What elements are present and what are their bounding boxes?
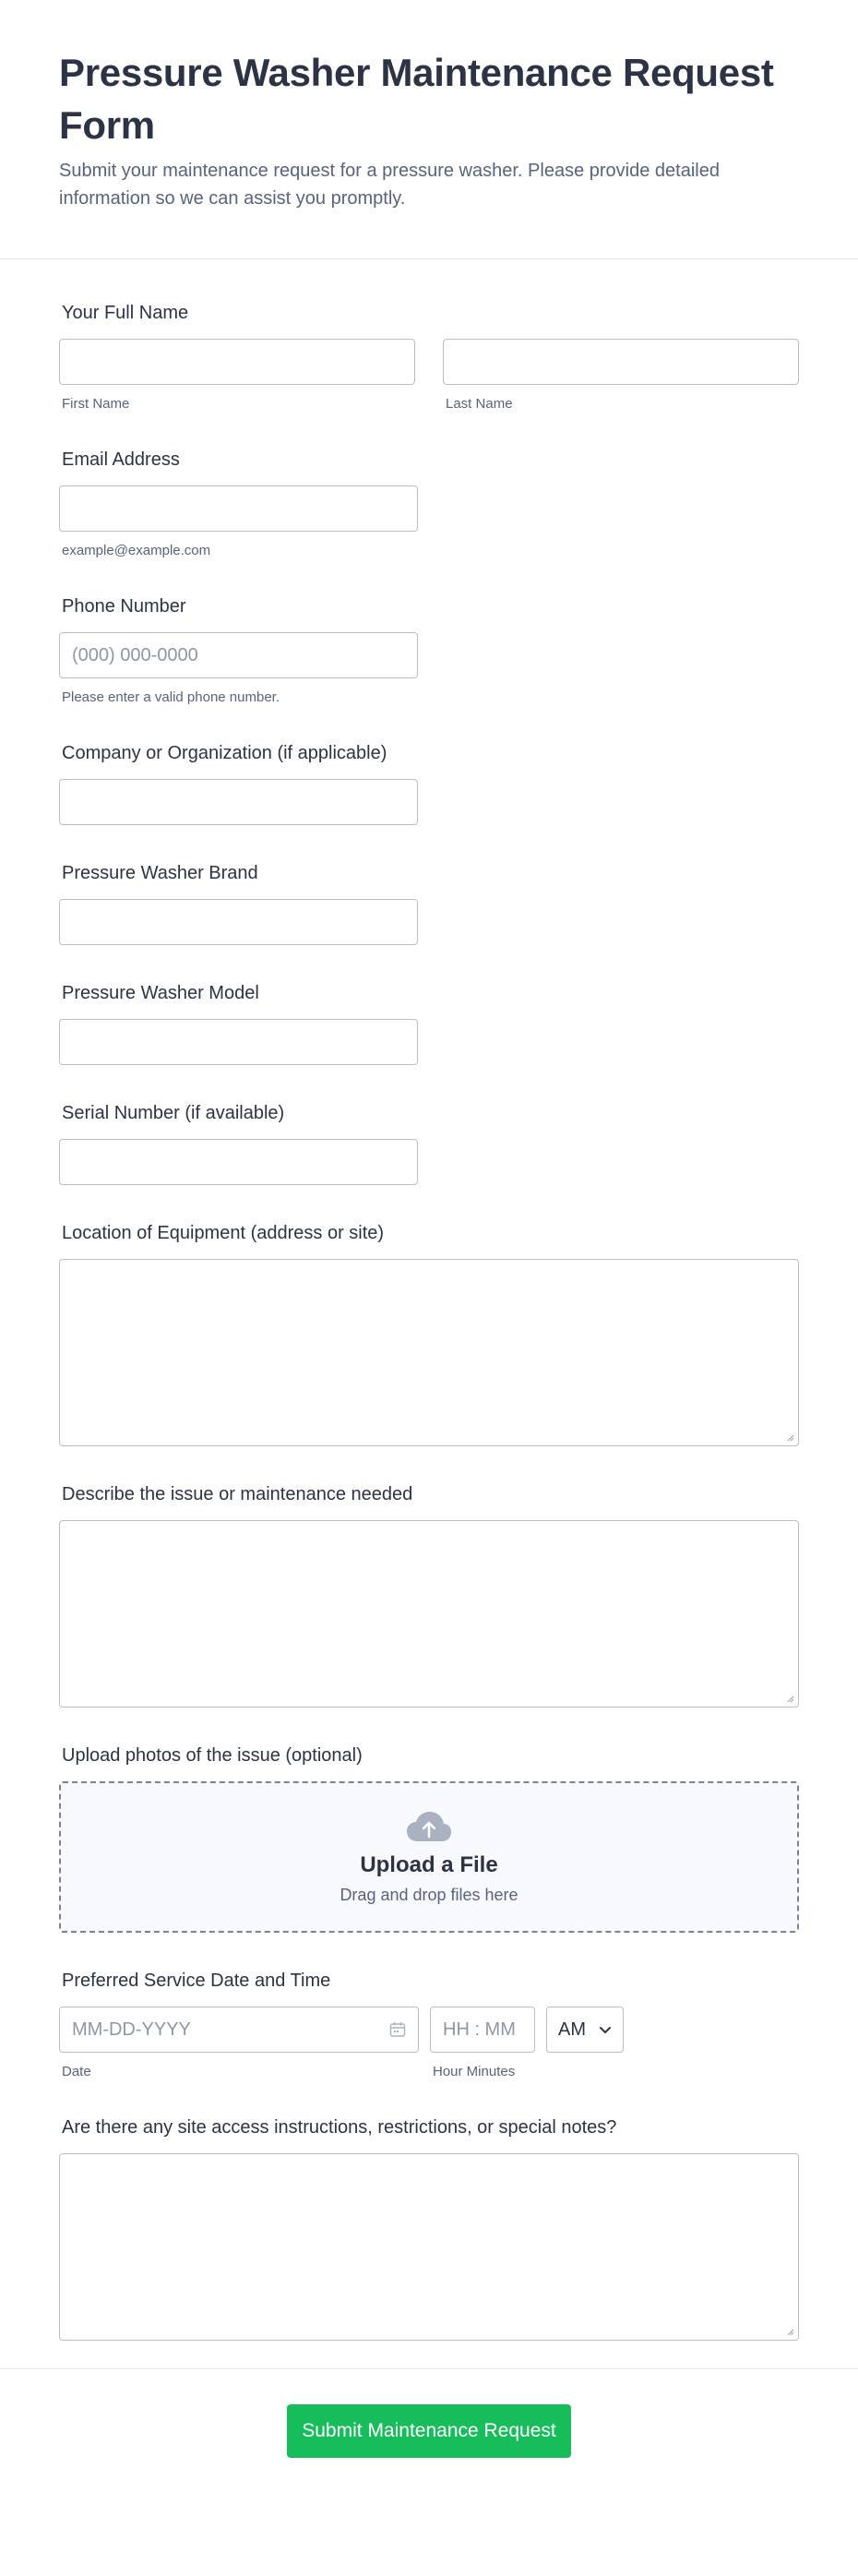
first-name-sublabel: First Name — [62, 396, 130, 412]
page-title: Pressure Washer Maintenance Request Form — [59, 51, 774, 147]
serial-field — [59, 1100, 799, 1185]
notes-textarea[interactable] — [59, 2153, 799, 2341]
full-name-field — [59, 300, 799, 412]
last-name-input[interactable] — [443, 339, 799, 385]
page-subtitle: Submit your maintenance request for a pressure washer. Please provide detailed information so we can assist you promptly. — [59, 161, 720, 209]
company-label: Company or Organization (if applicable) — [62, 743, 387, 763]
brand-label: Pressure Washer Brand — [62, 863, 258, 883]
time-input[interactable]: HH : MM — [430, 2007, 535, 2053]
notes-label: Are there any site access instructions, restrictions, or special notes? — [62, 2117, 617, 2138]
phone-field — [59, 593, 799, 705]
location-textarea[interactable] — [59, 1259, 799, 1446]
form-header — [0, 0, 858, 259]
upload-label: Upload photos of the issue (optional) — [62, 1745, 363, 1766]
email-input[interactable] — [59, 485, 418, 532]
resize-handle-icon[interactable] — [786, 1433, 794, 1442]
email-sublabel: example@example.com — [62, 543, 211, 558]
ampm-value: AM — [558, 2019, 586, 2040]
form-body — [0, 259, 858, 2341]
file-upload-dropzone[interactable] — [59, 1781, 799, 1933]
brand-field — [59, 860, 799, 945]
service-datetime-field — [59, 1968, 799, 2079]
serial-input[interactable] — [59, 1139, 418, 1185]
company-input[interactable] — [59, 779, 418, 825]
form-footer — [0, 2368, 858, 2458]
model-input[interactable] — [59, 1019, 418, 1065]
issue-field — [59, 1481, 799, 1707]
upload-subtitle: Drag and drop files here — [340, 1885, 518, 1904]
resize-handle-icon[interactable] — [786, 2328, 794, 2336]
cloud-upload-icon — [405, 1810, 453, 1843]
upload-field — [59, 1743, 799, 1933]
chevron-down-icon — [599, 2026, 612, 2034]
service-datetime-label: Preferred Service Date and Time — [62, 1971, 331, 1991]
notes-field — [59, 2115, 799, 2341]
date-sublabel: Date — [62, 2064, 91, 2079]
phone-sublabel: Please enter a valid phone number. — [62, 689, 280, 705]
company-field — [59, 740, 799, 825]
ampm-select[interactable] — [546, 2007, 624, 2053]
brand-input[interactable] — [59, 899, 418, 945]
email-label: Email Address — [62, 449, 180, 470]
model-field — [59, 980, 799, 1065]
date-input[interactable] — [59, 2007, 419, 2053]
phone-label: Phone Number — [62, 596, 186, 617]
model-label: Pressure Washer Model — [62, 983, 259, 1003]
time-sublabel: Hour Minutes — [433, 2064, 516, 2079]
upload-title: Upload a File — [360, 1851, 498, 1877]
location-field — [59, 1220, 799, 1446]
full-name-label: Your Full Name — [62, 303, 189, 323]
date-placeholder: MM-DD-YYYY — [72, 2019, 191, 2040]
issue-textarea[interactable] — [59, 1520, 799, 1707]
email-field — [59, 447, 799, 558]
serial-label: Serial Number (if available) — [62, 1103, 285, 1123]
phone-input[interactable]: (000) 000-0000 — [59, 632, 418, 678]
issue-label: Describe the issue or maintenance needed — [62, 1484, 413, 1504]
resize-handle-icon[interactable] — [786, 1695, 794, 1703]
calendar-icon[interactable] — [389, 2021, 406, 2038]
submit-button[interactable]: Submit Maintenance Request — [287, 2404, 571, 2458]
location-label: Location of Equipment (address or site) — [62, 1223, 385, 1243]
first-name-input[interactable] — [59, 339, 415, 385]
last-name-sublabel: Last Name — [446, 396, 513, 412]
